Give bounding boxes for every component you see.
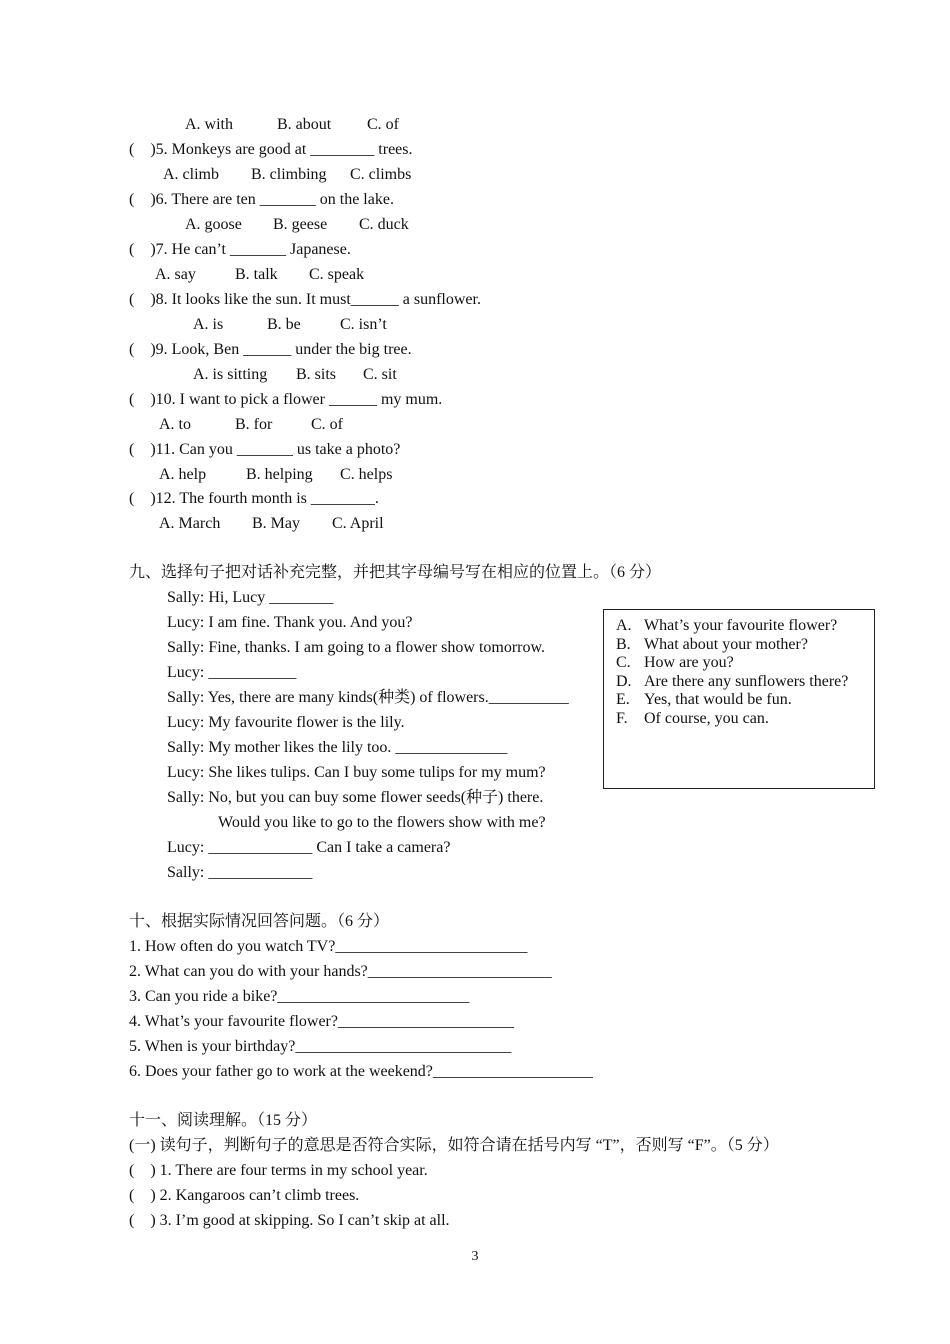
question-6: ( )6. There are ten _______ on the lake. (129, 191, 394, 208)
option-item: E. Yes, that would be fun. (616, 691, 792, 708)
option-a: A. help (159, 466, 207, 483)
dialogue-line: Lucy: I am fine. Thank you. And you? (167, 614, 413, 631)
option-c: C. of (311, 416, 343, 433)
answer-question: 1. How often do you watch TV?________________________ (129, 938, 528, 955)
section-11-heading: 十一、阅读理解。（15 分） (129, 1112, 318, 1129)
option-a: A. March (159, 515, 221, 532)
option-c: C. speak (309, 266, 365, 283)
option-item: B. What about your mother? (616, 635, 808, 653)
answer-question: 5. When is your birthday?___________________________ (129, 1038, 512, 1055)
dialogue-line: Sally: Fine, thanks. I am going to a flower show tomorrow. (167, 639, 546, 656)
dialogue-line: Sally: My mother likes the lily too. ______________ (167, 739, 508, 756)
option-c: C. climbs (350, 166, 412, 183)
question-11: ( )11. Can you _______ us take a photo? (129, 441, 401, 458)
dialogue-line: Lucy: She likes tulips. Can I buy some tulips for my mum? (167, 764, 546, 781)
section-9-heading: 九、选择句子把对话补充完整，并把其字母编号写在相应的位置上。（6 分） (129, 564, 662, 581)
option-a: A. climb (163, 166, 219, 183)
answer-question: 6. Does your father go to work at the weekend?____________________ (129, 1063, 593, 1080)
option-b: B. for (235, 416, 273, 433)
dialogue-line: Sally: Yes, there are many kinds(种类) of flowers.__________ (167, 689, 569, 706)
question-8: ( )8. It looks like the sun. It must______ a sunflower. (129, 291, 481, 308)
option-b: B. climbing (251, 166, 327, 183)
question-5: ( )5. Monkeys are good at ________ trees. (129, 141, 413, 158)
option-c: C. duck (359, 216, 409, 233)
option-b: B. helping (246, 466, 313, 483)
dialogue-line: Lucy: _____________ Can I take a camera? (167, 839, 451, 856)
dialogue-line: Sally: No, but you can buy some flower seeds(种子) there. (167, 789, 544, 806)
option-item: A. What’s your favourite flower? (616, 617, 838, 634)
option-c: C. April (332, 515, 384, 532)
option-b: B. about (277, 116, 332, 133)
true-false-item: ( ) 2. Kangaroos can’t climb trees. (129, 1187, 360, 1204)
option-c: C. sit (363, 366, 397, 383)
option-item: D. Are there any sunflowers there? (616, 672, 849, 690)
option-b: B. May (252, 515, 300, 532)
option-a: A. goose (185, 216, 242, 233)
option-b: B. be (267, 316, 301, 333)
option-b: B. geese (273, 216, 328, 233)
option-b: B. talk (235, 266, 278, 283)
section-10-heading: 十、根据实际情况回答问题。（6 分） (129, 913, 390, 930)
dialogue-line: Sally: Hi, Lucy ________ (167, 589, 334, 606)
option-a: A. with (185, 116, 233, 133)
option-c: C. of (367, 116, 399, 133)
question-12: ( )12. The fourth month is ________. (129, 490, 379, 507)
option-a: A. is (193, 316, 224, 333)
dialogue-line: Would you like to go to the flowers show with me? (218, 814, 546, 831)
true-false-item: ( ) 3. I’m good at skipping. So I can’t skip at all. (129, 1212, 450, 1229)
section-11-subheading: (一) 读句子，判断句子的意思是否符合实际，如符合请在括号内写 “T”，否则写 “F”。（5 分） (129, 1137, 779, 1154)
true-false-item: ( ) 1. There are four terms in my school year. (129, 1162, 428, 1179)
option-b: B. sits (296, 366, 337, 383)
option-c: C. helps (340, 466, 393, 483)
option-a: A. say (155, 266, 196, 283)
question-7: ( )7. He can’t _______ Japanese. (129, 241, 351, 258)
options-box (603, 609, 875, 789)
option-a: A. to (159, 416, 191, 433)
dialogue-line: Lucy: My favourite flower is the lily. (167, 714, 405, 731)
option-item: F. Of course, you can. (616, 709, 769, 727)
page-number: 3 (471, 1249, 479, 1264)
answer-question: 3. Can you ride a bike?________________________ (129, 988, 470, 1005)
option-a: A. is sitting (193, 366, 268, 383)
dialogue-line: Sally: _____________ (167, 864, 313, 881)
option-item: C. How are you? (616, 654, 734, 671)
dialogue-line: Lucy: ___________ (167, 664, 297, 681)
answer-question: 2. What can you do with your hands?_______________________ (129, 963, 552, 980)
question-9: ( )9. Look, Ben ______ under the big tree. (129, 341, 412, 358)
question-10: ( )10. I want to pick a flower ______ my mum. (129, 391, 443, 408)
option-c: C. isn’t (340, 316, 387, 333)
answer-question: 4. What’s your favourite flower?______________________ (129, 1013, 514, 1030)
